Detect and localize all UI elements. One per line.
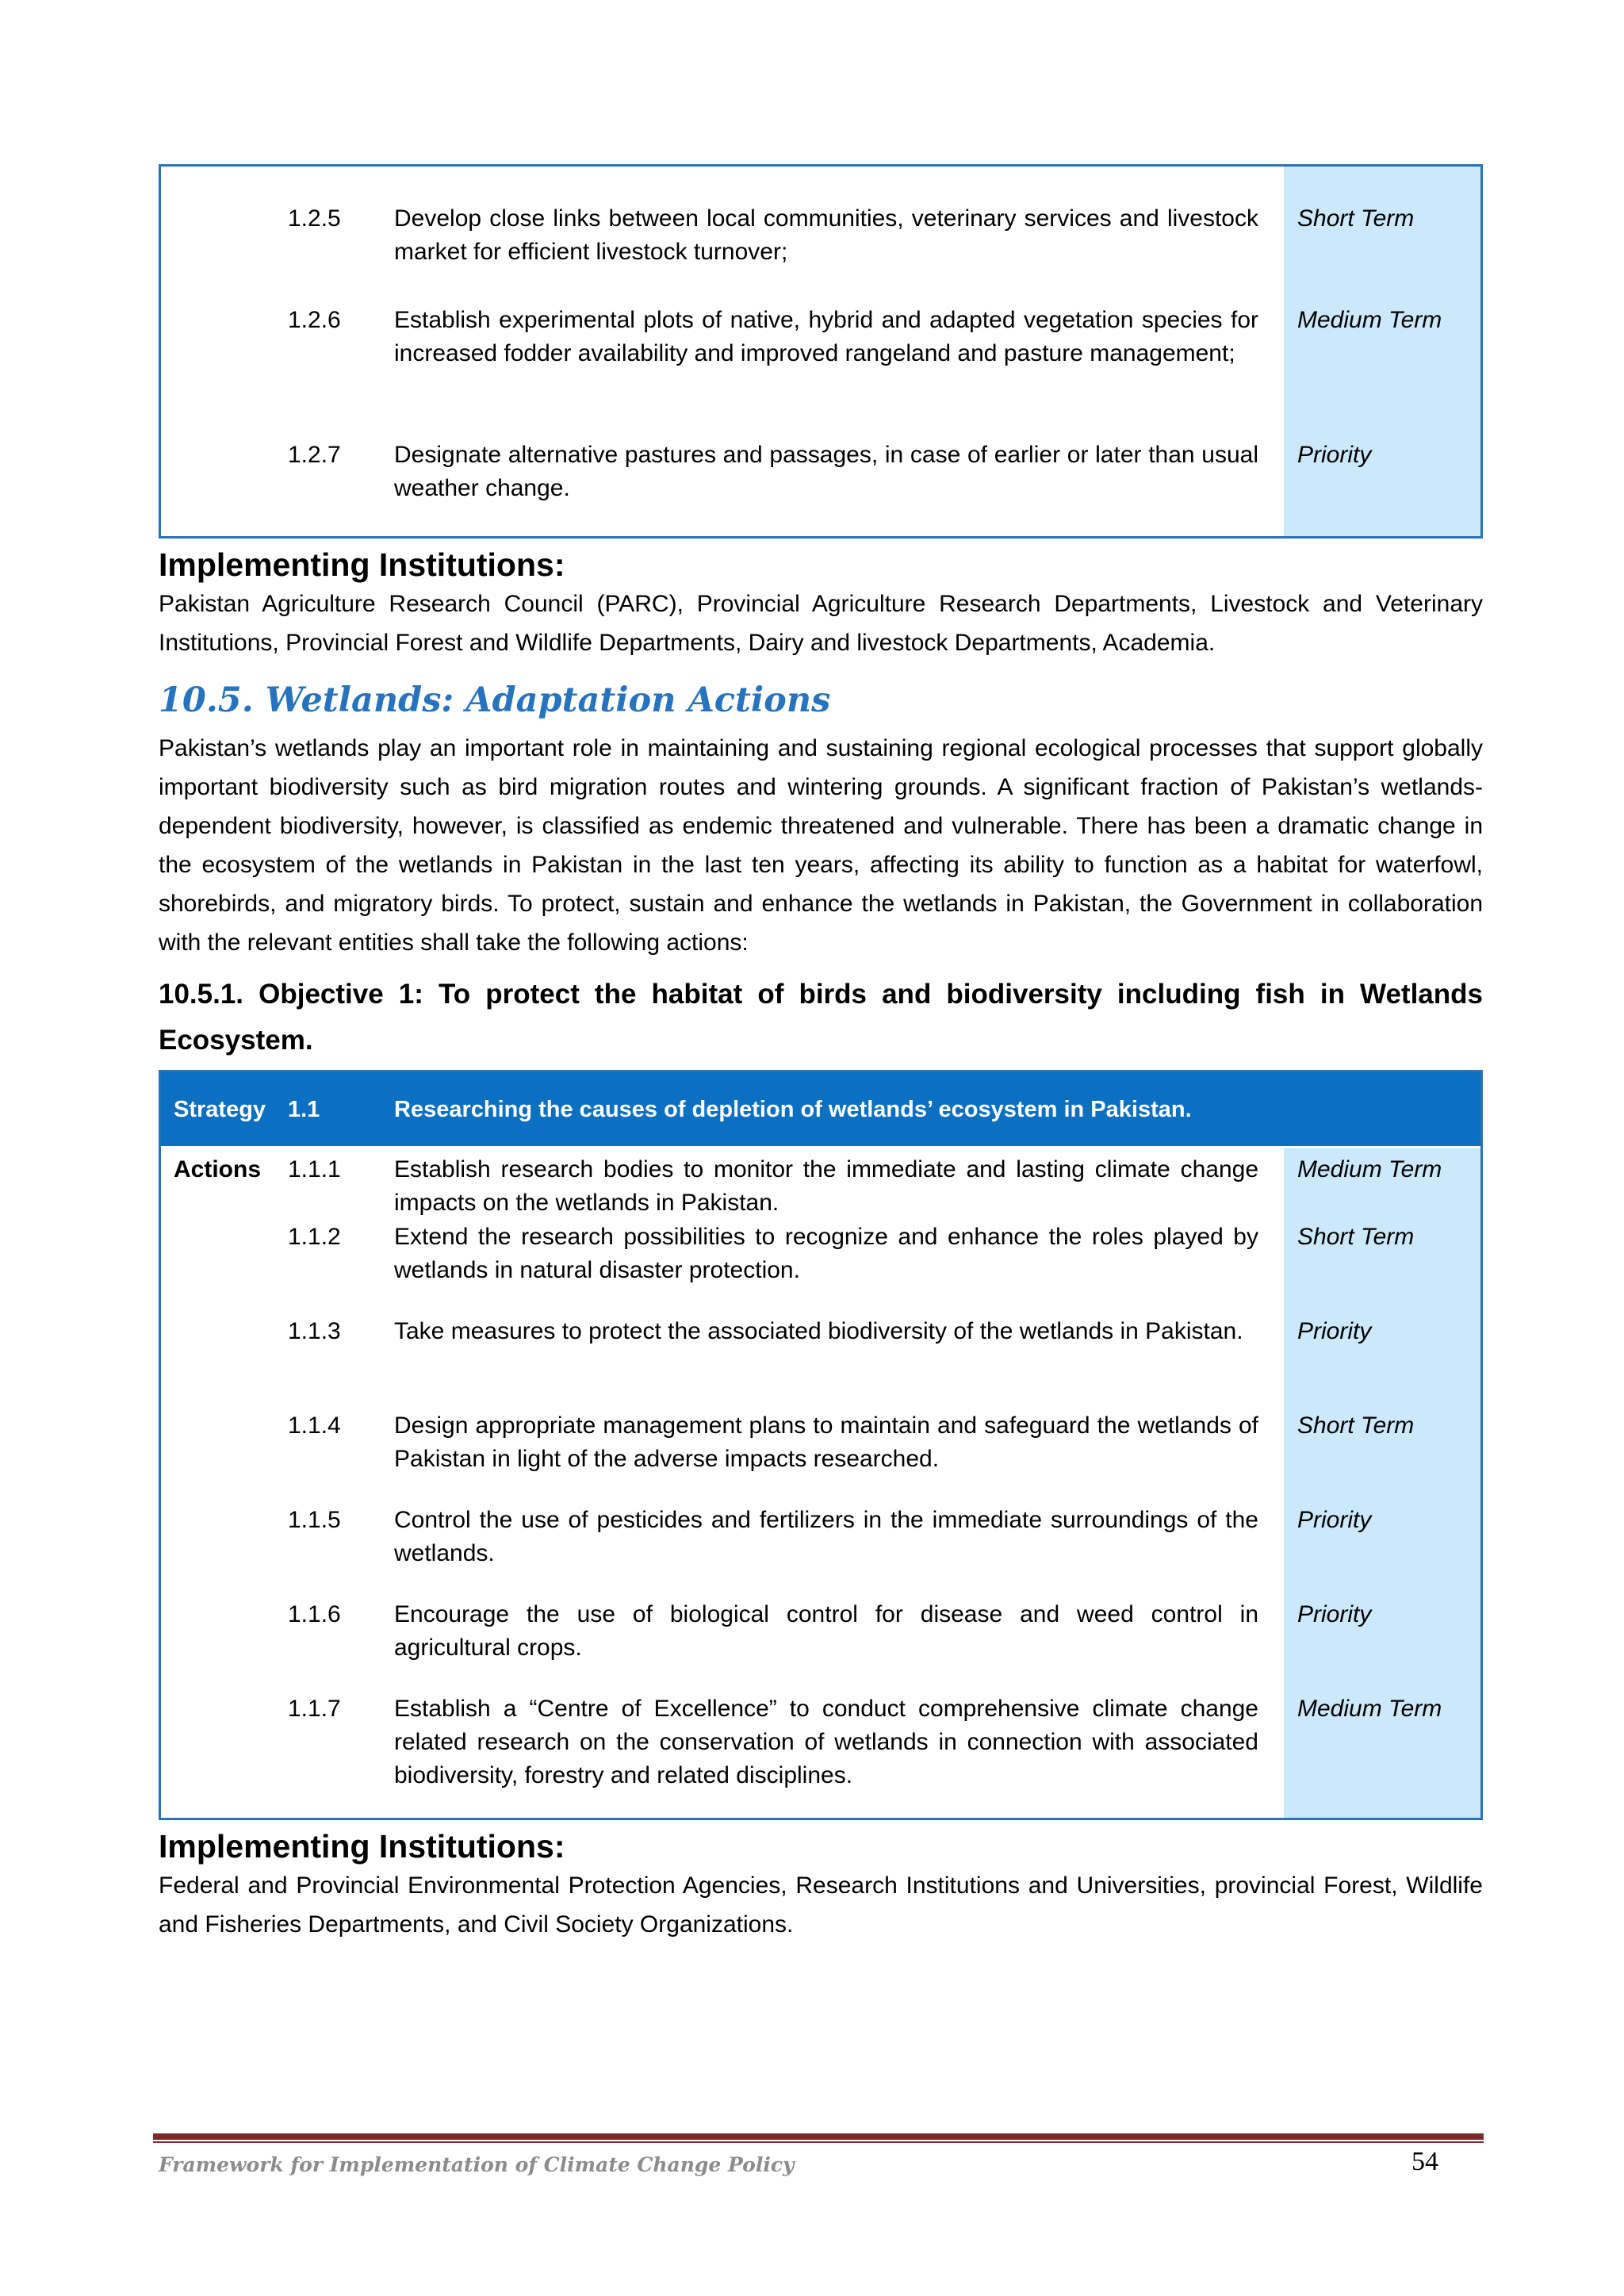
action-term: Priority xyxy=(1297,442,1372,468)
action-number: 1.2.5 xyxy=(288,205,341,232)
action-term: Priority xyxy=(1297,1318,1372,1344)
strategy-label: Strategy xyxy=(174,1096,266,1122)
action-number: 1.1.6 xyxy=(288,1601,341,1627)
action-term: Short Term xyxy=(1297,205,1415,232)
action-term: Priority xyxy=(1297,1507,1372,1533)
action-term: Priority xyxy=(1297,1601,1372,1627)
strategy-header xyxy=(161,1072,1480,1146)
strategy-text: Researching the causes of depletion of wetlands’ ecosystem in Pakistan. xyxy=(394,1096,1192,1122)
implementing-institutions-text: Federal and Provincial Environmental Protection Agencies, Research Institutions and Universities, provincial Forest, Wildlife and Fisheries Departments, and Civil Society Organizations. xyxy=(159,1872,1483,1938)
action-text: Take measures to protect the associated biodiversity of the wetlands in Pakistan. xyxy=(394,1318,1243,1344)
table-row xyxy=(161,439,1480,505)
table-row xyxy=(161,202,1480,269)
implementing-institutions-text: Pakistan Agriculture Research Council (PARC), Provincial Agriculture Research Departments, Livestock and Veterinary Institutions, Provincial Forest and Wildlife Departments, Dairy and livestock Departments, Academia. xyxy=(159,591,1483,656)
section-intro: Pakistan’s wetlands play an important role in maintaining and sustaining regional ecological processes that support globally important biodiversity such as bird migration routes and wintering grounds. A significant fraction of Pakistan’s wetlands-dependent biodiversity, however, is classified as endemic threatened and vulnerable. There has been a dramatic change in the ecosystem of the wetlands in Pakistan in the last ten years, affecting its ability to function as a habitat for waterfowl, shorebirds, and migratory birds. To protect, sustain and enhance the wetlands in Pakistan, the Government in collaboration with the relevant entities shall take the following actions: xyxy=(159,735,1483,956)
action-term: Medium Term xyxy=(1297,1156,1442,1182)
action-term: Short Term xyxy=(1297,1412,1415,1439)
action-number: 1.1.2 xyxy=(288,1224,341,1250)
footer-rule-thin xyxy=(153,2141,1484,2143)
table-row xyxy=(161,1315,1480,1348)
action-number: 1.1.1 xyxy=(288,1156,341,1182)
page-content xyxy=(159,164,1483,1944)
action-number: 1.2.7 xyxy=(288,442,341,468)
action-text: Designate alternative pastures and passages, in case of earlier or later than usual weather change. xyxy=(394,442,1258,501)
action-term: Short Term xyxy=(1297,1224,1415,1250)
objective-heading: 10.5.1. Objective 1: To protect the habitat of birds and biodiversity including fish in Wetlands Ecosystem. xyxy=(159,979,1483,1056)
table-row xyxy=(161,1409,1480,1476)
action-text: Establish experimental plots of native, hybrid and adapted vegetation species for increased fodder availability and improved rangeland and pasture management; xyxy=(394,307,1258,366)
action-text: Develop close links between local communities, veterinary services and livestock market for efficient livestock turnover; xyxy=(394,205,1258,265)
table-row xyxy=(161,1221,1480,1287)
action-text: Control the use of pesticides and fertilizers in the immediate surroundings of the wetlands. xyxy=(394,1507,1258,1566)
action-number: 1.1.5 xyxy=(288,1507,341,1533)
action-text: Encourage the use of biological control for disease and weed control in agricultural crops. xyxy=(394,1601,1258,1661)
table-row xyxy=(161,1692,1480,1792)
action-text: Establish a “Centre of Excellence” to conduct comprehensive climate change related research on the conservation of wetlands in connection with associated biodiversity, forestry and related disciplines. xyxy=(394,1696,1258,1788)
action-text: Design appropriate management plans to maintain and safeguard the wetlands of Pakistan in light of the adverse impacts researched. xyxy=(394,1412,1258,1472)
actions-table-2 xyxy=(159,1070,1483,1820)
footer-title: Framework for Implementation of Climate Change Policy xyxy=(159,2153,795,2176)
action-term: Medium Term xyxy=(1297,307,1442,333)
footer-rule xyxy=(153,2133,1484,2140)
action-text: Establish research bodies to monitor the immediate and lasting climate change impacts on the wetlands in Pakistan. xyxy=(394,1156,1258,1216)
actions-table-1 xyxy=(159,164,1483,539)
table-row xyxy=(161,304,1480,370)
action-term: Medium Term xyxy=(1297,1696,1442,1722)
action-text: Extend the research possibilities to recognize and enhance the roles played by wetlands in natural disaster protection. xyxy=(394,1224,1258,1283)
strategy-number: 1.1 xyxy=(288,1096,320,1122)
implementing-institutions-heading: Implementing Institutions: xyxy=(159,1828,565,1865)
page-number: 54 xyxy=(1411,2147,1438,2176)
action-number: 1.1.4 xyxy=(288,1412,341,1439)
actions-label: Actions xyxy=(174,1156,262,1182)
action-number: 1.1.3 xyxy=(288,1318,341,1344)
section-title: 10.5. Wetlands: Adaptation Actions xyxy=(159,680,831,720)
table-row xyxy=(161,1504,1480,1570)
action-number: 1.2.6 xyxy=(288,307,341,333)
table-row xyxy=(161,1153,1480,1220)
table-row xyxy=(161,1598,1480,1665)
implementing-institutions-heading: Implementing Institutions: xyxy=(159,546,565,583)
action-number: 1.1.7 xyxy=(288,1696,341,1722)
